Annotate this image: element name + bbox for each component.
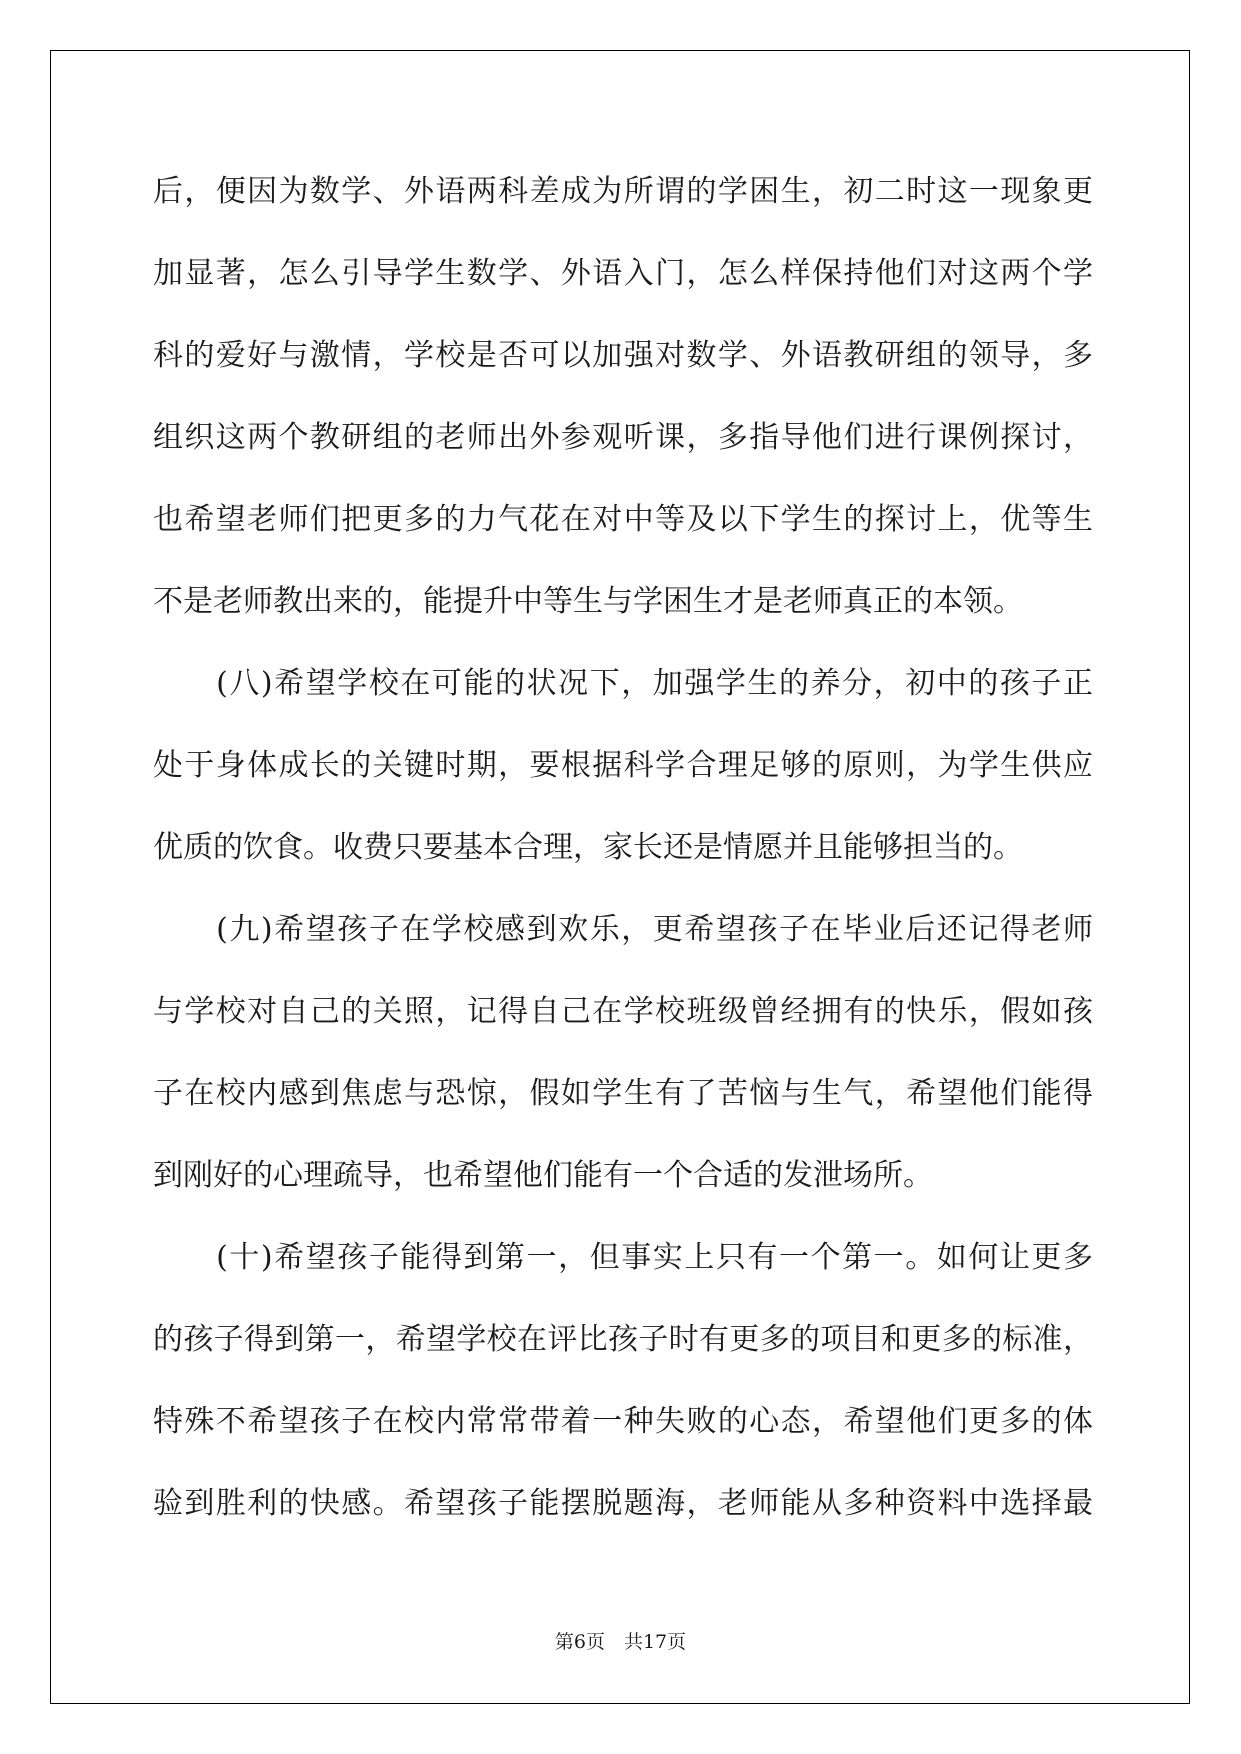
text-line: 特殊不希望孩子在校内常常带着一种失败的心态，希望他们更多的体 [153, 1404, 1093, 1439]
text-line: 到刚好的心理疏导，也希望他们能有一个合适的发泄场所。 [153, 1158, 933, 1193]
text-line: (八)希望学校在可能的状况下，加强学生的养分，初中的孩子正 [153, 666, 1093, 701]
text-line: 科的爱好与激情，学校是否可以加强对数学、外语教研组的领导，多 [153, 338, 1093, 373]
text-line: 加显著，怎么引导学生数学、外语入门，怎么样保持他们对这两个学 [153, 256, 1093, 291]
text-line: 验到胜利的快感。希望孩子能摆脱题海，老师能从多种资料中选择最 [153, 1486, 1093, 1521]
text-line: 子在校内感到焦虑与恐惊，假如学生有了苦恼与生气，希望他们能得 [153, 1076, 1093, 1111]
text-line: 优质的饮食。收费只要基本合理，家长还是情愿并且能够担当的。 [153, 830, 1023, 865]
text-line: 组织这两个教研组的老师出外参观听课，多指导他们进行课例探讨， [153, 420, 1093, 455]
text-line: 的孩子得到第一，希望学校在评比孩子时有更多的项目和更多的标准， [153, 1322, 1093, 1357]
text-line: 也希望老师们把更多的力气花在对中等及以下学生的探讨上，优等生 [153, 502, 1093, 537]
text-line: 与学校对自己的关照，记得自己在学校班级曾经拥有的快乐，假如孩 [153, 994, 1093, 1029]
page-number-footer: 第6页 共17页 [554, 1631, 687, 1653]
text-line: (九)希望孩子在学校感到欢乐，更希望孩子在毕业后还记得老师 [153, 912, 1093, 947]
text-line: 不是老师教出来的，能提升中等生与学困生才是老师真正的本领。 [153, 584, 1023, 619]
text-line: (十)希望孩子能得到第一，但事实上只有一个第一。如何让更多 [153, 1240, 1093, 1275]
text-line: 后，便因为数学、外语两科差成为所谓的学困生，初二时这一现象更 [153, 174, 1093, 209]
text-line: 处于身体成长的关键时期，要根据科学合理足够的原则，为学生供应 [153, 748, 1093, 783]
document-body [153, 160, 1093, 1554]
